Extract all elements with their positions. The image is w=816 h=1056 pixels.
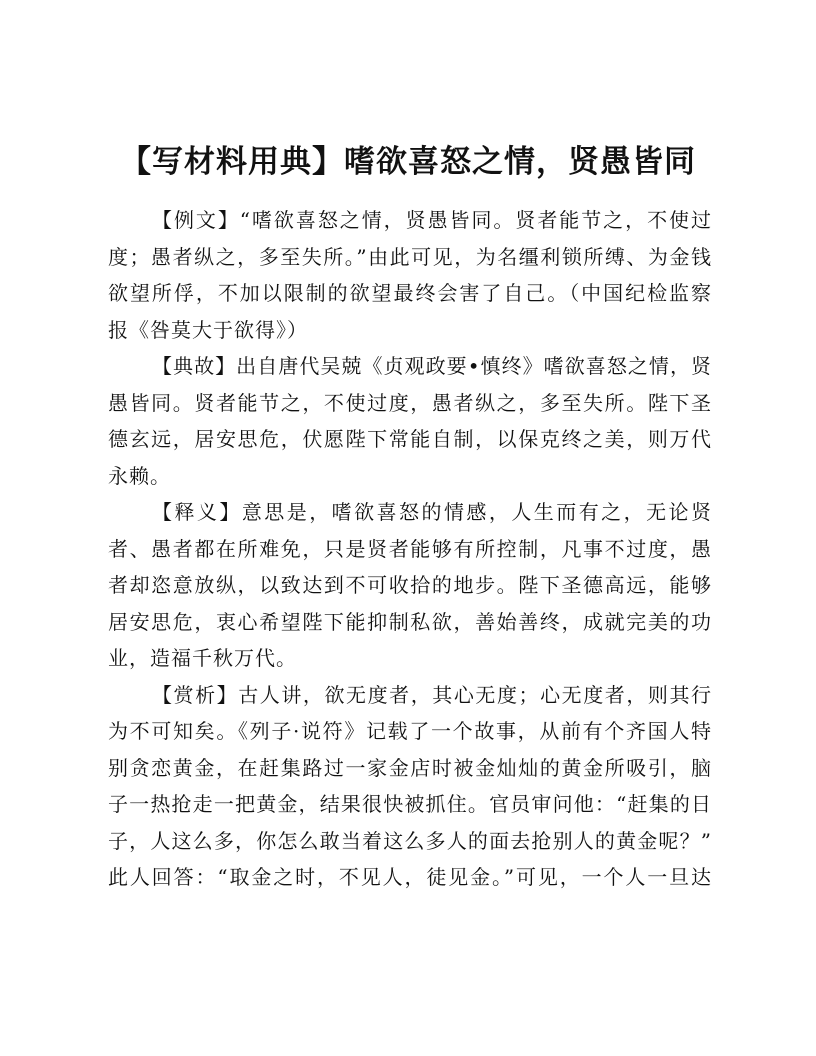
paragraph-line: 欲望所俘，不加以限制的欲望最终会害了自己。（中国纪检监察 (108, 281, 712, 305)
paragraph-line: 此人回答：“取金之时，不见人，徒见金。”可见，一个人一旦达 (108, 865, 712, 889)
paragraph-line: 【典故】出自唐代吴兢《贞观政要•慎终》嗜欲喜怒之情，贤 (152, 354, 712, 378)
paragraph-line: 【例文】“嗜欲喜怒之情，贤愚皆同。贤者能节之，不使过 (152, 208, 712, 232)
paragraph-example (108, 202, 712, 348)
paragraph-line: 愚皆同。贤者能节之，不使过度，愚者纵之，多至失所。陛下圣 (108, 390, 712, 415)
paragraph-line: 子一热抢走一把黄金，结果很快被抓住。官员审问他：“赶集的日 (108, 792, 712, 816)
paragraph-line: 报《咎莫大于欲得》） (108, 317, 308, 342)
paragraph-appreciation (108, 677, 712, 896)
paragraph-line: 别贪恋黄金，在赶集路过一家金店时被金灿灿的黄金所吸引，脑 (108, 755, 712, 780)
document-body (108, 202, 712, 896)
paragraph-line: 德玄远，居安思危，伏愿陛下常能自制，以保克终之美，则万代 (108, 427, 712, 451)
paragraph-line: 为不可知矣。《列子·说符》记载了一个故事，从前有个齐国人特 (108, 719, 712, 743)
paragraph-line: 【释义】意思是，嗜欲喜怒的情感，人生而有之，无论贤 (152, 500, 712, 524)
page-title: 【写材料用典】嗜欲喜怒之情，贤愚皆同 (120, 144, 696, 180)
paragraph-allusion (108, 348, 712, 494)
paragraph-line: 永赖。 (108, 463, 171, 488)
paragraph-line: 者、愚者都在所难免，只是贤者能够有所控制，凡事不过度，愚 (108, 536, 712, 561)
paragraph-line: 者却恣意放纵，以致达到不可收拾的地步。陛下圣德高远，能够 (108, 573, 712, 597)
paragraph-line: 度；愚者纵之，多至失所。”由此可见，为名缰利锁所缚、为金钱 (108, 244, 712, 269)
paragraph-line: 居安思危，衷心希望陛下能抑制私欲，善始善终，成就完美的功 (108, 609, 712, 634)
paragraph-line: 子，人这么多，你怎么敢当着这么多人的面去抢别人的黄金呢？” (108, 828, 712, 853)
paragraph-line: 业，造福千秋万代。 (108, 646, 297, 670)
paragraph-line: 【赏析】古人讲，欲无度者，其心无度；心无度者，则其行 (152, 682, 712, 707)
paragraph-meaning (108, 494, 712, 677)
